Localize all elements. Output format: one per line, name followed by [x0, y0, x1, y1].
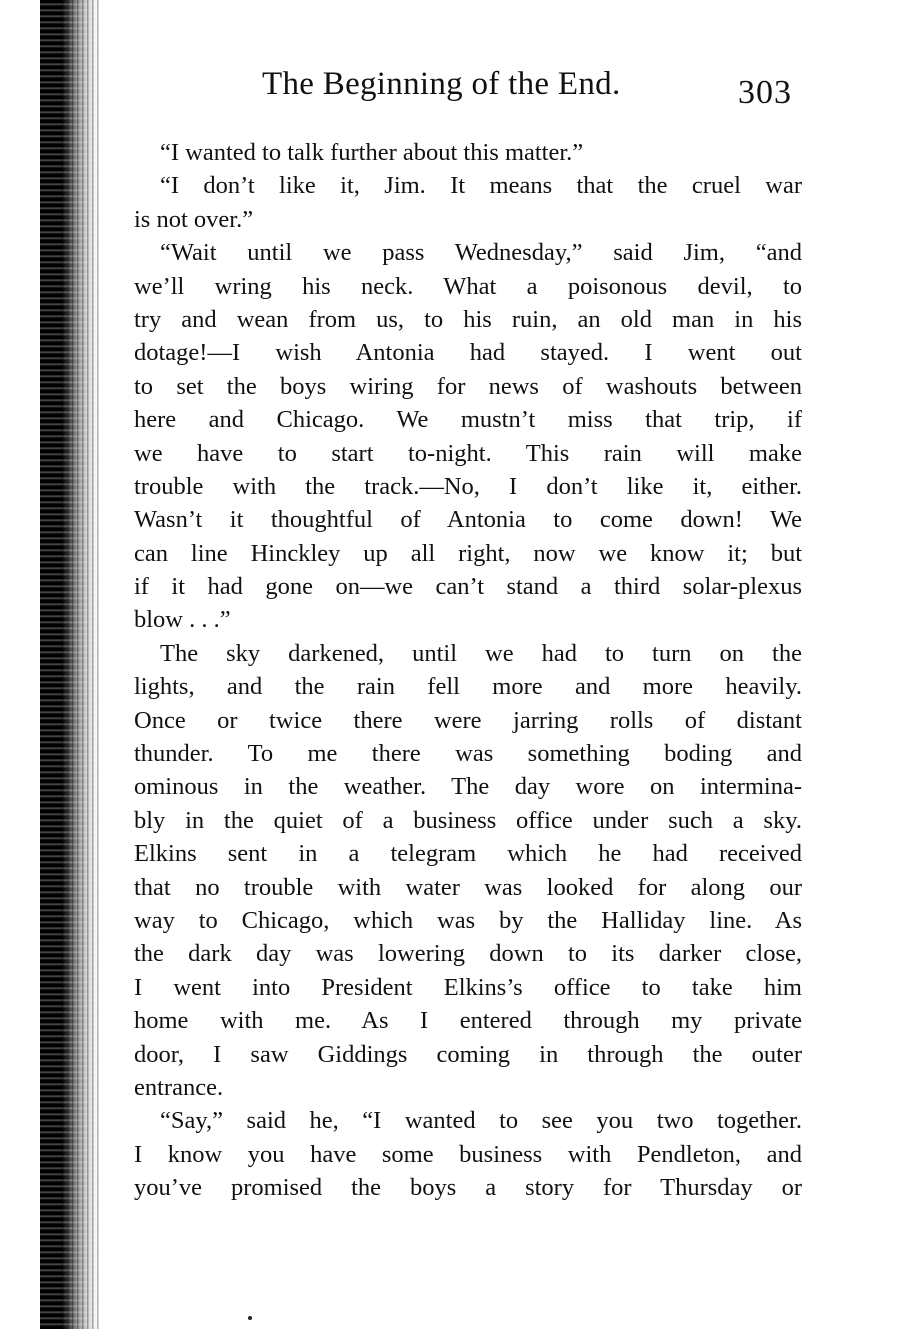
- text-line: The sky darkened, until we had to turn on the: [160, 639, 802, 667]
- text-line: “Wait until we pass Wednesday,” said Jim, “and: [160, 239, 802, 267]
- text-line: door, I saw Giddings coming in through the outer: [134, 1040, 802, 1068]
- printer-mark: [248, 1316, 252, 1320]
- text-line: we have to start to-night. This rain will make: [134, 439, 802, 467]
- text-line: you’ve promised the boys a story for Thursday or: [134, 1174, 802, 1202]
- text-line: I know you have some business with Pendleton, and: [134, 1140, 802, 1168]
- text-line: “I don’t like it, Jim. It means that the cruel war: [160, 172, 802, 200]
- body-text: [134, 136, 802, 1205]
- text-line: here and Chicago. We mustn’t miss that trip, if: [134, 406, 802, 434]
- text-line: trouble with the track.—No, I don’t like it, either.: [134, 472, 802, 500]
- running-title: The Beginning of the End.: [262, 66, 621, 102]
- text-line: entrance.: [134, 1073, 224, 1101]
- page-number: 303: [738, 74, 792, 111]
- text-line: try and wean from us, to his ruin, an old man in his: [134, 305, 802, 333]
- text-line: we’ll wring his neck. What a poisonous devil, to: [134, 272, 802, 300]
- text-line: Elkins sent in a telegram which he had received: [134, 840, 802, 868]
- text-line: “Say,” said he, “I wanted to see you two together.: [160, 1107, 802, 1135]
- text-line: Wasn’t it thoughtful of Antonia to come down! We: [134, 506, 802, 534]
- text-line: I went into President Elkins’s office to take him: [134, 973, 802, 1001]
- text-line: blow . . .”: [134, 606, 231, 634]
- text-line: ominous in the weather. The day wore on intermina-: [134, 773, 802, 801]
- text-line: dotage!—I wish Antonia had stayed. I went out: [134, 339, 802, 367]
- text-line: that no trouble with water was looked for along our: [134, 873, 802, 901]
- text-line: lights, and the rain fell more and more heavily.: [134, 673, 802, 701]
- text-line: thunder. To me there was something boding and: [134, 740, 802, 768]
- text-line: is not over.”: [134, 205, 254, 233]
- text-line: if it had gone on—we can’t stand a third solar-plexus: [134, 573, 802, 601]
- page-header: [262, 66, 812, 116]
- text-line: to set the boys wiring for news of washouts between: [134, 372, 802, 400]
- text-line: Once or twice there were jarring rolls of distant: [134, 706, 802, 734]
- text-line: bly in the quiet of a business office under such a sky.: [134, 806, 802, 834]
- text-line: can line Hinckley up all right, now we know it; but: [134, 539, 802, 567]
- text-line: the dark day was lowering down to its darker close,: [134, 940, 802, 968]
- text-line: home with me. As I entered through my private: [134, 1007, 802, 1035]
- text-line: “I wanted to talk further about this matter.”: [160, 139, 584, 166]
- text-line: way to Chicago, which was by the Halliday line. As: [134, 906, 802, 934]
- binding-gutter-texture: [62, 0, 102, 1329]
